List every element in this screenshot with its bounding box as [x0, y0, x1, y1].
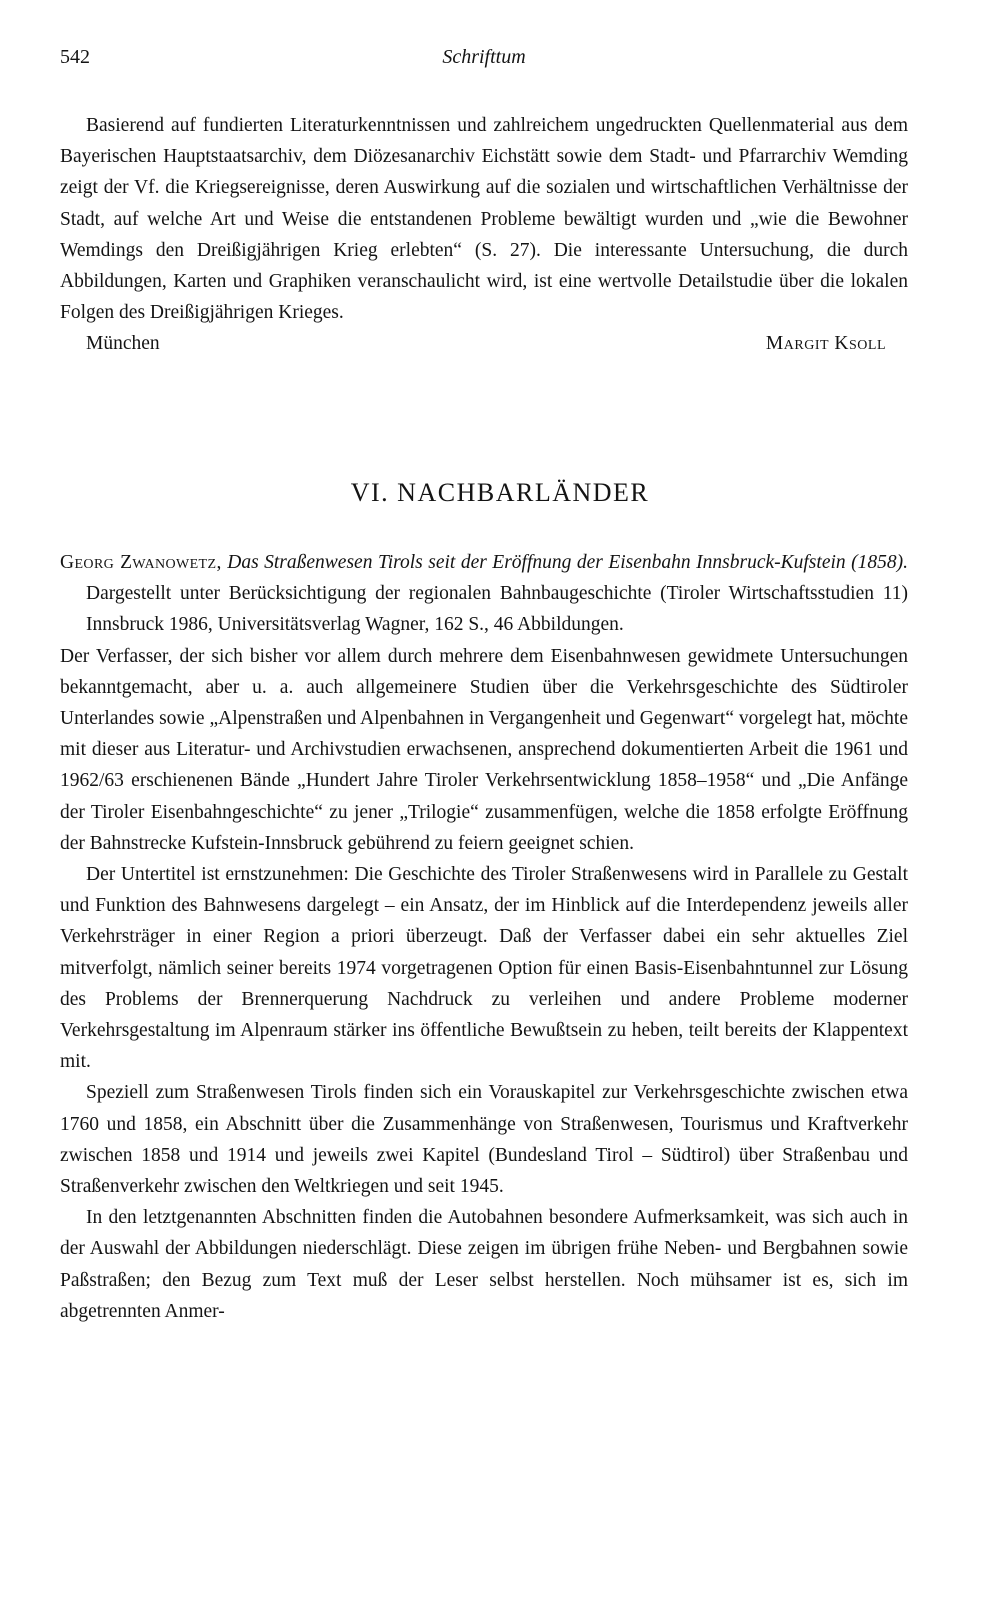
body-paragraph: Der Verfasser, der sich bisher vor allem durch mehrere dem Eisenbahnwesen gewidmete Untersuchungen bekanntgemacht, aber u. a. auch allgemeinere Studien über die Verkehrsgeschichte des Südtiroler Unterlandes sowie „Alpenstraßen und Alpenbahnen in Vergangenheit und Gegenwart“ vorgelegt hat, möchte mit dieser aus Literatur- und Archivstudien erwachsenen, ansprechend dokumentierten Arbeit die 1961 und 1962/63 erschienenen Bände „Hundert Jahre Tiroler Verkehrsentwicklung 1858–1958“ und „Die Anfänge der Tiroler Eisenbahngeschichte“ zu jener „Trilogie“ zusammenfügen, welche die 1858 erfolgte Eröffnung der Bahnstrecke Kufstein-Innsbruck gebührend zu feiern geeignet schien.: [60, 645, 909, 854]
entry-author: Georg Zwanowetz,: [60, 552, 222, 573]
section-heading: VI. NACHBARLÄNDER: [350, 478, 650, 507]
page-number: 542: [60, 46, 90, 68]
body-paragraph: In den letztgenannten Abschnitten finden die Autobahnen besondere Aufmerksamkeit, was sich auch in der Auswahl der Abbildungen niederschlägt. Diese zeigen im übrigen frühe Neben- und Bergbahnen sowie Paßstraßen; den Bezug zum Text muß der Leser selbst herstellen. Noch mühsamer ist es, sich im abgetrennten Anmer-: [60, 1207, 908, 1322]
entry-title: Das Straßenwesen Tirols seit der Eröffnung der Eisenbahn Innsbruck-Kufstein (1858).: [227, 552, 908, 573]
entry-details: Dargestellt unter Berücksichtigung der regionalen Bahnbaugeschichte (Tiroler Wirtschaftsstudien 11) Innsbruck 1986, Universitätsverlag Wagner, 162 S., 46 Abbildungen.: [86, 583, 908, 636]
running-head: [60, 46, 908, 76]
review-place: München: [86, 333, 160, 355]
reviewer-name: Margit Ksoll: [765, 333, 886, 355]
bibliographic-entry: [60, 547, 908, 641]
journal-title: Schrifttum: [442, 46, 526, 68]
review-signature: [60, 328, 908, 359]
body-paragraph: Der Untertitel ist ernstzunehmen: Die Geschichte des Tiroler Straßenwesens wird in Parallele zu Gestalt und Funktion des Bahnwesens dargelegt – ein Ansatz, der im Hinblick auf die Interdependenz jeweils aller Verkehrsträger in einer Region a priori überzeugt. Daß der Verfasser dabei ein sehr aktuelles Ziel mitverfolgt, nämlich seiner bereits 1974 vorgetragenen Option für einen Basis-Eisenbahntunnel zur Lösung des Problems der Brennerquerung Nachdruck zu verleihen und andere Probleme moderner Verkehrsgestaltung im Alpenraum stärker ins öffentliche Bewußtsein zu heben, teilt bereits der Klappentext mit.: [60, 864, 908, 1073]
body-paragraph: Speziell zum Straßenwesen Tirols finden sich ein Vorauskapitel zur Verkehrsgeschichte zwischen etwa 1760 und 1858, ein Abschnitt über die Zusammenhänge von Straßenwesen, Tourismus und Kraftverkehr zwischen 1858 und 1914 und jeweils zwei Kapitel (Bundesland Tirol – Südtirol) über Straßenbau und Straßenverkehr zwischen den Weltkriegen und seit 1945.: [60, 1082, 908, 1198]
review-entry: [60, 547, 908, 1327]
previous-review: [60, 110, 908, 359]
review-paragraph: Basierend auf fundierten Literaturkenntnissen und zahlreichem ungedruckten Quellenmaterial aus dem Bayerischen Hauptstaatsarchiv, dem Diözesanarchiv Eichstätt sowie dem Stadt- und Pfarrarchiv Wemding zeigt der Vf. die Kriegsereignisse, deren Auswirkung auf die sozialen und wirtschaftlichen Verhältnisse der Stadt, auf welche Art und Weise die entstandenen Probleme bewältigt wurden und „wie die Bewohner Wemdings den Dreißigjährigen Krieg erlebten“ (S. 27). Die interessante Untersuchung, die durch Abbildungen, Karten und Graphiken veranschaulicht wird, ist eine wertvolle Detailstudie über die lokalen Folgen des Dreißigjährigen Krieges.: [60, 115, 908, 324]
